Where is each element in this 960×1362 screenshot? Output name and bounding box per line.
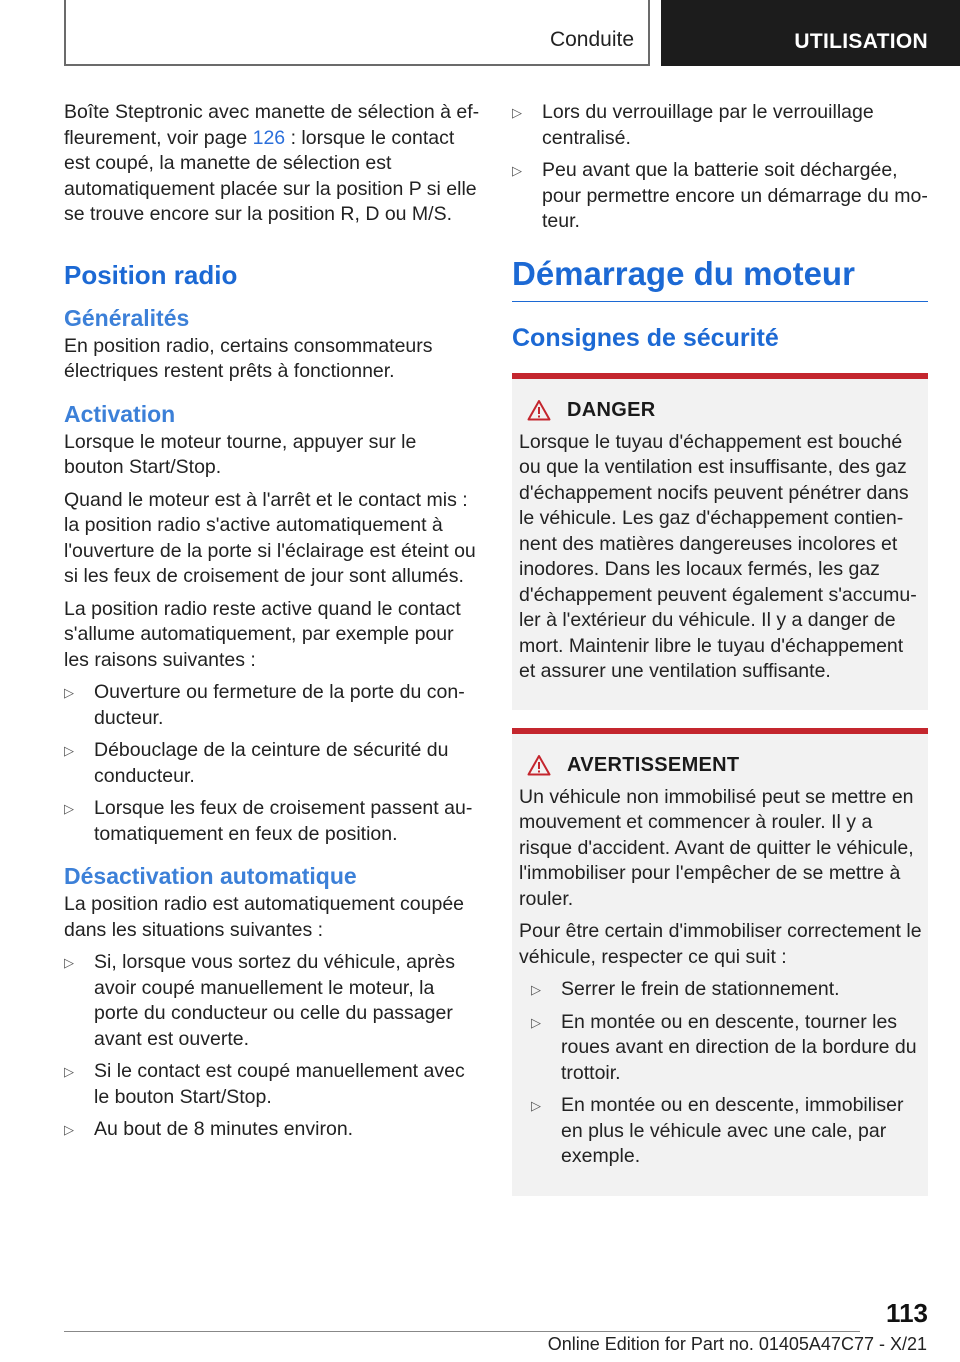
left-column xyxy=(64,100,480,1151)
avertissement-text-2: Pour être certain d'immobiliser correctement le véhicule, respecter ce qui suit : xyxy=(519,920,922,968)
warning-triangle-icon xyxy=(527,754,551,776)
triangle-bullet-icon: ▷ xyxy=(531,982,541,997)
section-tab xyxy=(64,0,650,66)
paragraph-generalites: En position radio, certains consommateurs électriques restent prêts à fonctionner. xyxy=(64,334,433,382)
avertissement-title-row xyxy=(519,754,922,777)
page-header xyxy=(0,0,960,66)
danger-title: DANGER xyxy=(567,398,656,421)
footer-divider xyxy=(64,1331,860,1332)
page-link[interactable]: 126 xyxy=(252,126,286,149)
chapter-tab xyxy=(661,0,960,66)
triangle-bullet-icon: ▷ xyxy=(512,163,522,178)
list-item: ▷ Au bout de 8 minutes environ. xyxy=(64,1117,480,1143)
intro-paragraph: Boîte Steptronic avec manette de sélection à effleurement, voir page 126 : lorsque le contact est coupé, la manette de sélection est automatiquement placée sur la position P si elle se trouve encore sur la position R, D ou M/S. xyxy=(64,101,480,225)
avertissement-box xyxy=(512,728,928,1196)
triangle-bullet-icon: ▷ xyxy=(64,743,74,758)
heading-activation: Activation xyxy=(64,400,176,427)
section-title: Conduite xyxy=(549,28,634,51)
avertissement-list xyxy=(531,977,922,1170)
paragraph-activation-3: La position radio reste active quand le contact s'allume automatiquement, par exemple pour les raisons suivantes : xyxy=(64,597,461,671)
paragraph-desactivation: La position radio est automatiquement coupée dans les situations suivantes : xyxy=(64,893,465,941)
activation-list xyxy=(64,680,480,847)
heading-demarrage-moteur: Démarrage du moteur xyxy=(512,255,928,302)
danger-title-row xyxy=(519,399,922,422)
list-item: ▷ En montée ou en descente, tourner les roues avant en direction de la bordure du trottoir. xyxy=(531,1010,917,1084)
chapter-title: UTILISATION xyxy=(794,30,928,53)
triangle-bullet-icon: ▷ xyxy=(512,105,522,120)
list-item: ▷ Serrer le frein de stationnement. xyxy=(531,977,922,1003)
heading-desactivation: Désactivation automatique xyxy=(64,863,357,889)
right-column xyxy=(512,100,928,1214)
list-item: ▷ Débouclage de la ceinture de sécurité du conducteur. xyxy=(64,739,449,787)
triangle-bullet-icon: ▷ xyxy=(531,1014,541,1030)
list-item: ▷ Lorsque les feux de croisement passent automatiquement en feux de position. xyxy=(64,797,473,845)
triangle-bullet-icon: ▷ xyxy=(64,801,74,816)
avertissement-title: AVERTISSEMENT xyxy=(567,753,740,776)
list-item: ▷ Si, lorsque vous sortez du véhicule, après avoir coupé manuellement le moteur, la porte du conducteur ou celle du passager avant est ouverte. xyxy=(64,951,455,1050)
triangle-bullet-icon: ▷ xyxy=(64,685,74,700)
list-item: ▷ Peu avant que la batterie soit déchargée, pour permettre encore un démarrage du moteur. xyxy=(512,159,928,232)
list-item: ▷ Ouverture ou fermeture de la porte du conducteur. xyxy=(64,681,465,729)
avertissement-text-1: Un véhicule non immobilisé peut se mettre en mouvement et commencer à rouler. Il y a risque d'accident. Avant de quitter le véhicule, l'immobiliser pour l'empêcher de se mettre à rouler. xyxy=(519,785,914,910)
heading-consignes-securite: Consignes de sécurité xyxy=(512,323,779,352)
heading-generalites: Généralités xyxy=(64,304,190,331)
list-item: ▷ Lors du verrouillage par le verrouillage centralisé. xyxy=(512,101,874,149)
paragraph-activation-1: Lorsque le moteur tourne, appuyer sur le bouton Start/Stop. xyxy=(64,430,417,478)
heading-position-radio: Position radio xyxy=(64,259,238,290)
desactivation-list xyxy=(64,950,480,1143)
danger-box xyxy=(512,373,928,710)
triangle-bullet-icon: ▷ xyxy=(64,1122,74,1137)
paragraph-activation-2: Quand le moteur est à l'arrêt et le contact mis : la position radio s'active automatiquement à l'ouverture de la porte si l'éclairage est éteint ou si les feux de croisement de jour sont allumés. xyxy=(64,488,476,587)
list-item: ▷ Si le contact est coupé manuellement avec le bouton Start/Stop. xyxy=(64,1060,465,1108)
desactivation-list-continued xyxy=(512,100,928,235)
danger-text: Lorsque le tuyau d'échappement est bouché ou que la ventilation est insuffisante, des gaz d'échappement nocifs peuvent pénétrer dans le véhicule. Les gaz d'échappement contiennent des matières dangereuses incolores et inodores. Dans les locaux fermés, les gaz d'échappement peuvent également s'accumuler à l'extérieur du véhicule. Il y a danger de mort. Maintenir libre le tuyau d'échappement et assurer une ventilation suffisante. xyxy=(519,430,917,682)
triangle-bullet-icon: ▷ xyxy=(64,1064,74,1079)
triangle-bullet-icon: ▷ xyxy=(64,955,74,970)
page-number: 113 xyxy=(886,1298,928,1328)
warning-triangle-icon xyxy=(527,399,551,421)
footer-edition: Online Edition for Part no. 01405A47C77 - X/21 xyxy=(547,1334,927,1354)
list-item: ▷ En montée ou en descente, immobiliser en plus le véhicule avec une cale, par exemple. xyxy=(531,1094,904,1167)
triangle-bullet-icon: ▷ xyxy=(531,1098,541,1113)
